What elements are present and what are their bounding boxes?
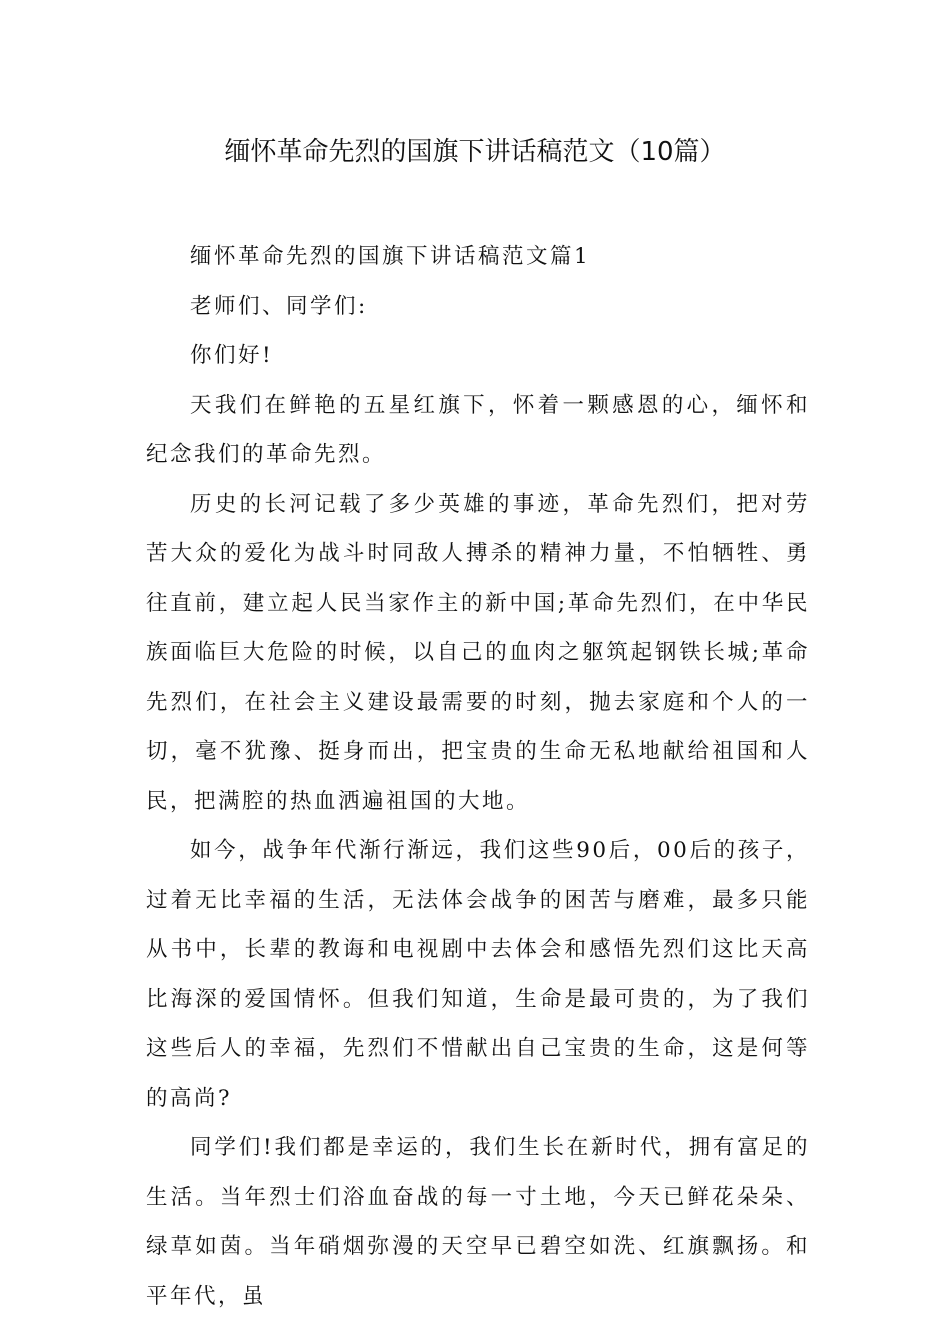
greeting: 你们好!: [190, 343, 274, 368]
paragraph: 历史的长河记载了多少英雄的事迹，革命先烈们，把对劳苦大众的爱化为战斗时同敌人搏杀的精神力量，不怕牺牲、勇往直前，建立起人民当家作主的新中国;革命先烈们，在中华民族面临巨大危险的时候，以自己的血肉之躯筑起钢铁长城;革命先烈们，在社会主义建设最需要的时刻，抛去家庭和个人的一切，毫不犹豫、挺身而出，把宝贵的生命无私地献给祖国和人民，把满腔的热血洒遍祖国的大地。: [146, 491, 810, 814]
paragraph: 天我们在鲜艳的五星红旗下，怀着一颗感恩的心，缅怀和纪念我们的革命先烈。: [146, 392, 810, 467]
paragraph: 如今，战争年代渐行渐远，我们这些90后，00后的孩子，过着无比幸福的生活，无法体会战争的困苦与磨难，最多只能从书中，长辈的教诲和电视剧中去体会和感悟先烈们这比天高比海深的爱国情怀。但我们知道，生命是最可贵的，为了我们这些后人的幸福，先烈们不惜献出自己宝贵的生命，这是何等的高尚?: [146, 838, 810, 1111]
document-title: 缅怀革命先烈的国旗下讲话稿范文（10篇）: [224, 137, 726, 167]
document-body: [146, 232, 810, 1321]
paragraph: 同学们!我们都是幸运的，我们生长在新时代，拥有富足的生活。当年烈士们浴血奋战的每一寸土地，今天已鲜花朵朵、绿草如茵。当年硝烟弥漫的天空早已碧空如洗、红旗飘扬。和平年代，虽: [146, 1135, 810, 1309]
salutation: 老师们、同学们:: [190, 293, 368, 319]
section-heading: 缅怀革命先烈的国旗下讲话稿范文篇1: [190, 244, 591, 269]
